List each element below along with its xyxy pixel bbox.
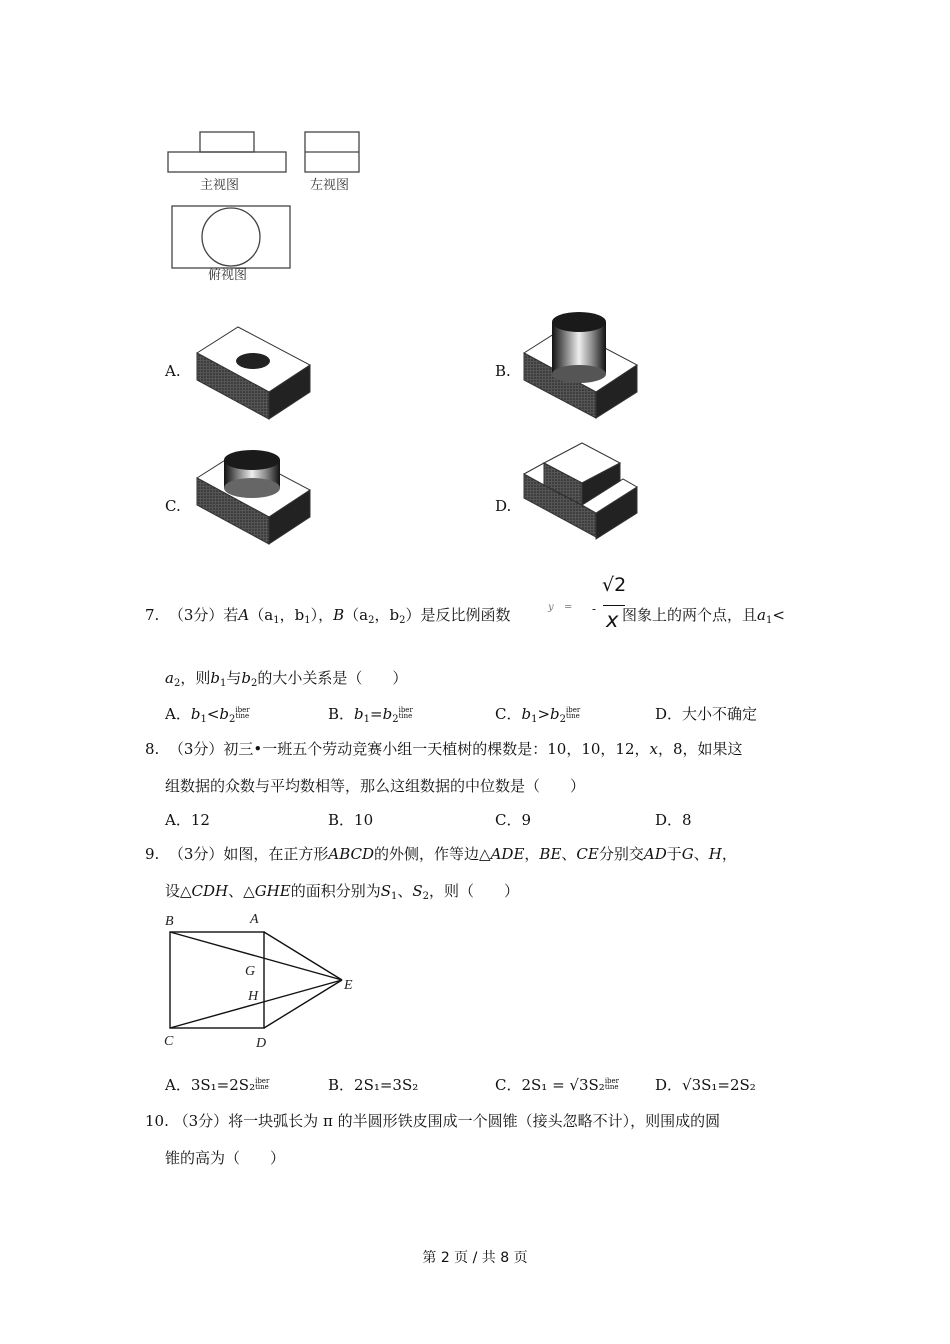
- solid-a-figure: [195, 325, 315, 425]
- q9-line1: 9. （3分）如图，在正方形ABCD的外侧，作等边△ADE，BE、CE分别交AD于G、H，: [145, 845, 737, 863]
- label-h: H: [248, 989, 259, 1004]
- q9-option-d: D．√3S₁=2S₂: [655, 1076, 756, 1094]
- q9-option-c: C．2S₁ = √3S₂iber tine: [495, 1076, 620, 1094]
- label-g: G: [245, 964, 256, 979]
- page-footer: 第 2 页 / 共 8 页: [422, 1250, 528, 1266]
- q6-option-d-label: D.: [495, 497, 512, 515]
- q7-number: 7.: [145, 606, 160, 624]
- q7-func-denominator: x: [606, 608, 619, 632]
- q10-line2: 锥的高为（ ）: [165, 1149, 286, 1167]
- q8-option-d: D．8: [655, 811, 692, 829]
- solid-b-figure: [522, 308, 642, 423]
- q8-option-a: A．12: [165, 811, 210, 829]
- label-d: D: [256, 1036, 267, 1051]
- q7-line2: $a_2$，则$b_1$与$b_2$的大小关系是（ ）: [165, 669, 408, 689]
- three-view-figure: [160, 120, 380, 290]
- label-a: A: [250, 912, 259, 927]
- q7-func-numerator: √2: [602, 574, 627, 596]
- q7-option-a: A．$b_1<b_2iber$ tine: [165, 705, 250, 725]
- label-b: B: [165, 914, 174, 929]
- q7-line1: 7. （3分）若$A(a_1$，$b_1$），$B(a_2$，$b_2$）是反比例函数: [145, 606, 511, 626]
- q6-option-a-label: A.: [165, 362, 181, 380]
- q8-option-c: C．9: [495, 811, 532, 829]
- q7-line1-end: 图象上的两个点，且$a_1<$: [622, 606, 785, 626]
- q9-line2: 设△CDH、△GHE的面积分别为$S_1$、$S_2$，则（ ）: [165, 882, 520, 902]
- q10-number: 10.: [145, 1112, 169, 1130]
- q8-line1: 8. （3分）初三•一班五个劳动竞赛小组一天植树的棵数是：10，10，12，x，8，如果这: [145, 740, 743, 758]
- q8-number: 8.: [145, 740, 160, 758]
- q9-figure: [160, 905, 370, 1055]
- q7-option-d: D．大小不确定: [655, 705, 758, 723]
- solid-d-figure: [522, 443, 642, 543]
- front-view-label: 主视图: [200, 178, 240, 193]
- q7-function: y = - √2 x: [548, 574, 627, 632]
- label-c: C: [164, 1034, 174, 1049]
- top-view-label: 俯视图: [208, 268, 248, 283]
- solid-c-figure: [195, 448, 315, 548]
- q9-number: 9.: [145, 845, 160, 863]
- q9-option-a: A．3S₁=2S₂iber tine: [165, 1076, 270, 1094]
- q8-line2: 组数据的众数与平均数相等，那么这组数据的中位数是（ ）: [165, 777, 586, 795]
- q7-option-b: B．$b_1=b_2iber$ tine: [328, 705, 413, 725]
- label-e: E: [344, 978, 353, 993]
- q6-option-c-label: C.: [165, 497, 181, 515]
- q6-option-b-label: B.: [495, 362, 511, 380]
- q7-option-c: C．$b_1>b_2iber$ tine: [495, 705, 581, 725]
- q10-line1: 10. （3分）将一块弧长为 π 的半圆形铁皮围成一个圆锥（接头忽略不计），则围成的圆: [145, 1112, 721, 1130]
- left-view-label: 左视图: [310, 178, 350, 193]
- q9-option-b: B．2S₁=3S₂: [328, 1076, 419, 1094]
- q8-option-b: B．10: [328, 811, 374, 829]
